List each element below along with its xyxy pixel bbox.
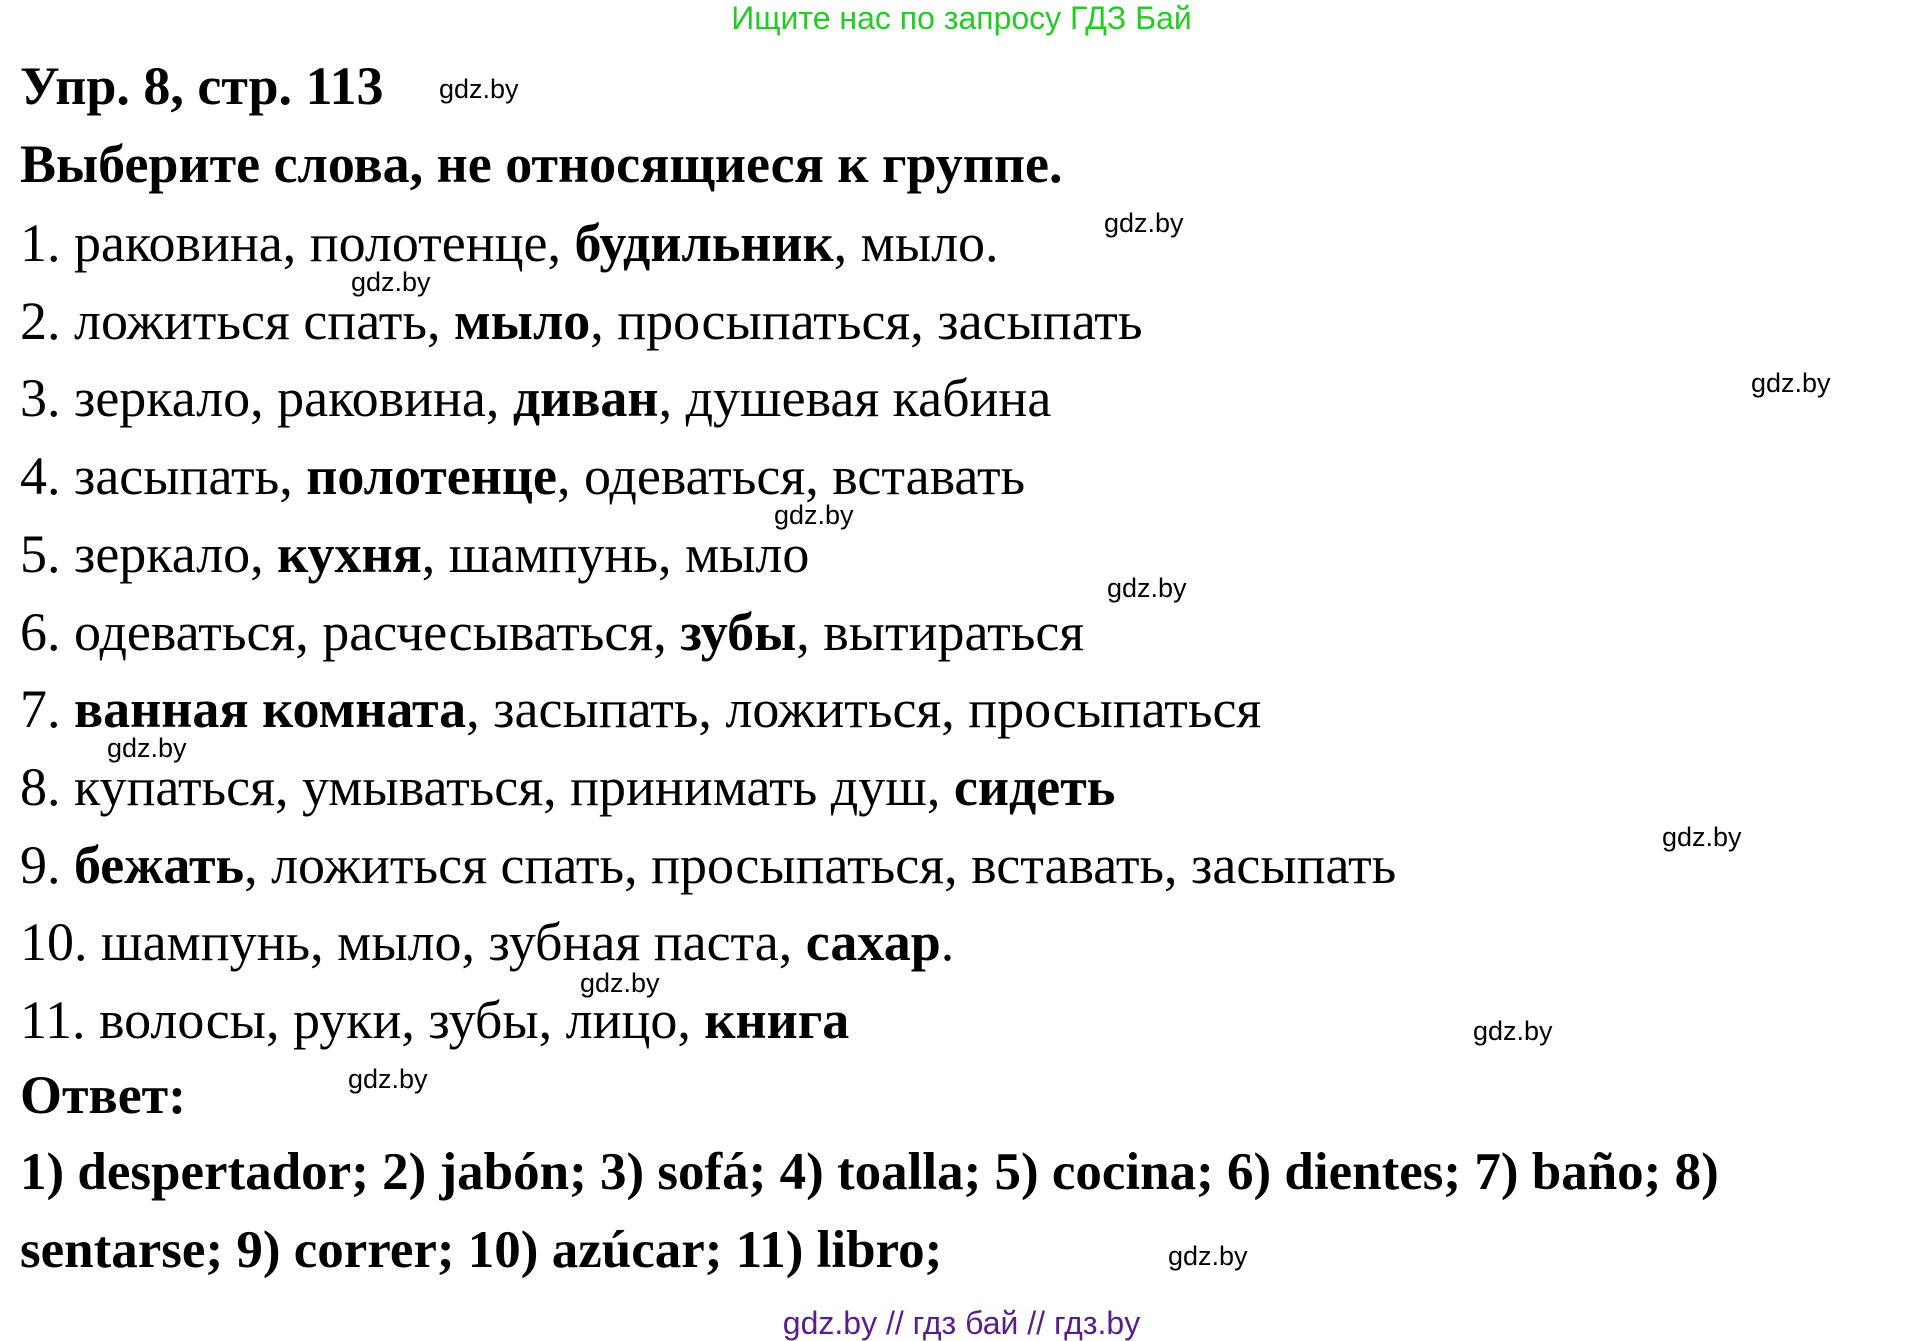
answer-line: 1) despertador; 2) jabón; 3) sofá; 4) toalla; 5) cocina; 6) dientes; 7) baño; 8) xyxy=(20,1143,1719,1201)
line-text: , мыло. xyxy=(833,213,999,273)
line-text: , засыпать, ложиться, просыпаться xyxy=(466,679,1262,740)
search-hint-banner: Ищите нас по запросу ГДЗ Бай xyxy=(731,0,1192,36)
odd-word: сидеть xyxy=(953,756,1116,817)
odd-word: бежать xyxy=(74,834,245,895)
odd-word: полотенце xyxy=(306,446,557,507)
watermark-text: gdz.by xyxy=(1107,573,1187,603)
odd-word: ванная комната xyxy=(74,679,467,740)
line-text: , шампунь, мыло xyxy=(421,523,810,584)
exercise-line xyxy=(20,213,999,273)
watermark-text: gdz.by xyxy=(348,1064,428,1094)
line-text: 4. засыпать, xyxy=(20,446,307,507)
line-text: 6. одеваться, расчесываться, xyxy=(20,601,681,662)
line-text: 3. зеркало, раковина, xyxy=(20,368,513,429)
exercise-line xyxy=(20,990,849,1050)
odd-word: будильник xyxy=(574,213,834,273)
exercise-line xyxy=(20,679,1261,739)
line-text: , просыпаться, засыпать xyxy=(590,290,1143,351)
watermark-text: gdz.by xyxy=(351,267,431,297)
watermark-text: gdz.by xyxy=(1104,208,1184,238)
watermark-text: gdz.by xyxy=(1751,368,1831,398)
watermark-text: gdz.by xyxy=(107,733,187,763)
exercise-line xyxy=(20,291,1143,351)
line-text: 5. зеркало, xyxy=(20,523,278,584)
odd-word: сахар xyxy=(805,912,941,973)
odd-word: книга xyxy=(704,990,850,1050)
exercise-line xyxy=(20,368,1051,428)
line-text: 11. волосы, руки, зубы, лицо, xyxy=(20,990,705,1050)
line-text: 7. xyxy=(20,679,74,740)
line-text: , душевая кабина xyxy=(658,368,1052,429)
odd-word: мыло xyxy=(454,290,591,351)
exercise-instruction: Выберите слова, не относящиеся к группе. xyxy=(20,134,1063,194)
odd-word: зубы xyxy=(680,601,797,662)
footer-links: gdz.by // гдз бай // гдз.by xyxy=(782,1305,1141,1341)
exercise-line xyxy=(20,446,1025,506)
answer-line: sentarse; 9) correr; 10) azúcar; 11) libro; xyxy=(20,1221,943,1279)
watermark-text: gdz.by xyxy=(580,968,660,998)
line-text: 1. раковина, полотенце, xyxy=(20,213,575,273)
exercise-line xyxy=(20,912,954,972)
exercise-line xyxy=(20,602,1084,662)
line-text: . xyxy=(940,912,955,973)
line-text: 2. ложиться спать, xyxy=(20,290,455,351)
line-text: , ложиться спать, просыпаться, вставать, засыпать xyxy=(244,834,1397,895)
watermark-text: gdz.by xyxy=(774,500,854,530)
watermark-text: gdz.by xyxy=(1662,822,1742,852)
exercise-line xyxy=(20,835,1396,895)
exercise-line xyxy=(20,757,1115,817)
exercise-title: Упр. 8, стр. 113 xyxy=(20,56,384,116)
watermark-text: gdz.by xyxy=(1473,1016,1553,1046)
exercise-line xyxy=(20,524,809,584)
watermark-text: gdz.by xyxy=(1168,1241,1248,1271)
odd-word: кухня xyxy=(277,523,422,584)
line-text: 10. шампунь, мыло, зубная паста, xyxy=(20,912,806,973)
line-text: , вытираться xyxy=(796,601,1085,662)
watermark-text: gdz.by xyxy=(439,74,519,104)
odd-word: диван xyxy=(512,368,659,429)
line-text: 9. xyxy=(20,834,74,895)
line-text: 8. купаться, умываться, принимать душ, xyxy=(20,756,954,817)
line-text: , одеваться, вставать xyxy=(556,446,1026,507)
answer-label: Ответ: xyxy=(20,1065,187,1125)
